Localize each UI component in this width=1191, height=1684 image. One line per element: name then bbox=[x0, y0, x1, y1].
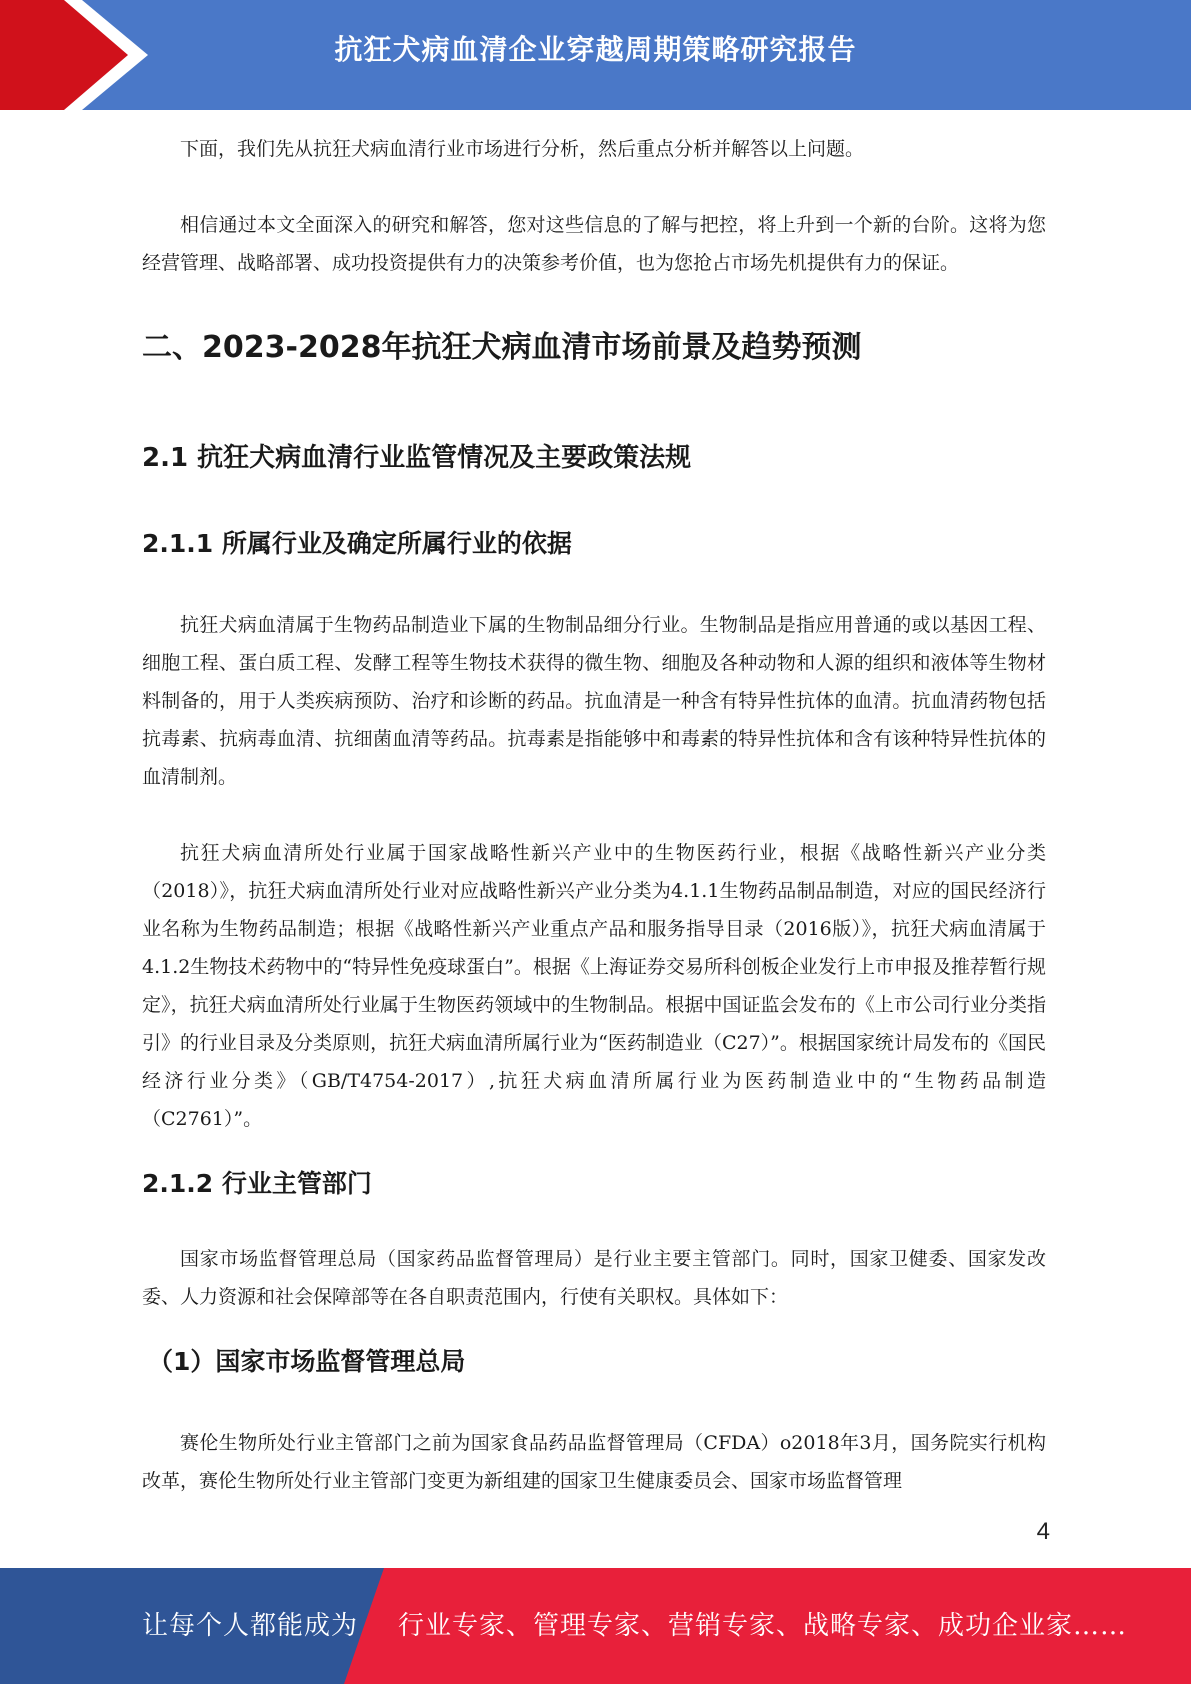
subsubsection-heading-industry: 2.1.1 所属行业及确定所属行业的依据 bbox=[142, 529, 572, 558]
page-header bbox=[0, 0, 1191, 110]
subsubsection-heading-authority: 2.1.2 行业主管部门 bbox=[142, 1169, 372, 1198]
section-heading: 二、2023-2028年抗狂犬病血清市场前景及趋势预测 bbox=[142, 330, 862, 365]
header-title: 抗狂犬病血清企业穿越周期策略研究报告 bbox=[334, 33, 857, 66]
paragraph-samr: 赛伦生物所处行业主管部门之前为国家食品药品监督管理局（CFDA）o2018年3月，国务院实行机构改革，赛伦生物所处行业主管部门变更为新组建的国家卫生健康委员会、国家市场监督管理 bbox=[142, 1432, 1046, 1492]
footer-slogan-right: 行业专家、管理专家、营销专家、战略专家、成功企业家…… bbox=[398, 1611, 1128, 1641]
page-footer bbox=[0, 1568, 1191, 1684]
paragraph-intro: 下面，我们先从抗狂犬病血清行业市场进行分析，然后重点分析并解答以上问题。 bbox=[180, 138, 865, 160]
paragraph-industry-classification: 抗狂犬病血清所处行业属于国家战略性新兴产业中的生物医药行业，根据《战略性新兴产业分类（2018）》，抗狂犬病血清所处行业对应战略性新兴产业分类为4.1.1生物药品制品制造，对应的国民经济行业名称为生物药品制造；根据《战略性新兴产业重点产品和服务指导目录（2016版）》，抗狂犬病血清属于4.1.2生物技术药物中的“特异性免疫球蛋白”。根据《上海证券交易所科创板企业发行上市申报及推荐暂行规定》，抗狂犬病血清所处行业属于生物医药领域中的生物制品。根据中国证监会发布的《上市公司行业分类指引》的行业目录及分类原则，抗狂犬病血清所属行业为“医药制造业（C27）”。根据国家统计局发布的《国民经济行业分类》（GB/T4754-2017）,抗狂犬病血清所属行业为医药制造业中的“生物药品制造（C2761）”。 bbox=[142, 842, 1046, 1130]
paragraph-industry-definition: 抗狂犬病血清属于生物药品制造业下属的生物制品细分行业。生物制品是指应用普通的或以基因工程、细胞工程、蛋白质工程、发酵工程等生物技术获得的微生物、细胞及各种动物和人源的组织和液体等生物材料制备的，用于人类疾病预防、治疗和诊断的药品。抗血清是一种含有特异性抗体的血清。抗血清药物包括抗毒素、抗病毒血清、抗细菌血清等药品。抗毒素是指能够中和毒素的特异性抗体和含有该种特异性抗体的血清制剂。 bbox=[142, 614, 1046, 788]
footer-slogan-left: 让每个人都能成为 bbox=[142, 1611, 359, 1641]
document-body bbox=[142, 130, 1046, 1538]
paragraph-authority: 国家市场监督管理总局（国家药品监督管理局）是行业主要主管部门。同时，国家卫健委、国家发改委、人力资源和社会保障部等在各自职责范围内，行使有关职权。具体如下： bbox=[142, 1248, 1046, 1308]
page-number: 4 bbox=[1036, 1518, 1050, 1545]
item-heading-samr: （1）国家市场监督管理总局 bbox=[148, 1347, 466, 1376]
paragraph-value: 相信通过本文全面深入的研究和解答，您对这些信息的了解与把控，将上升到一个新的台阶。这将为您经营管理、战略部署、成功投资提供有力的决策参考价值，也为您抢占市场先机提供有力的保证。 bbox=[142, 214, 1046, 274]
subsection-heading: 2.1 抗狂犬病血清行业监管情况及主要政策法规 bbox=[142, 443, 692, 473]
